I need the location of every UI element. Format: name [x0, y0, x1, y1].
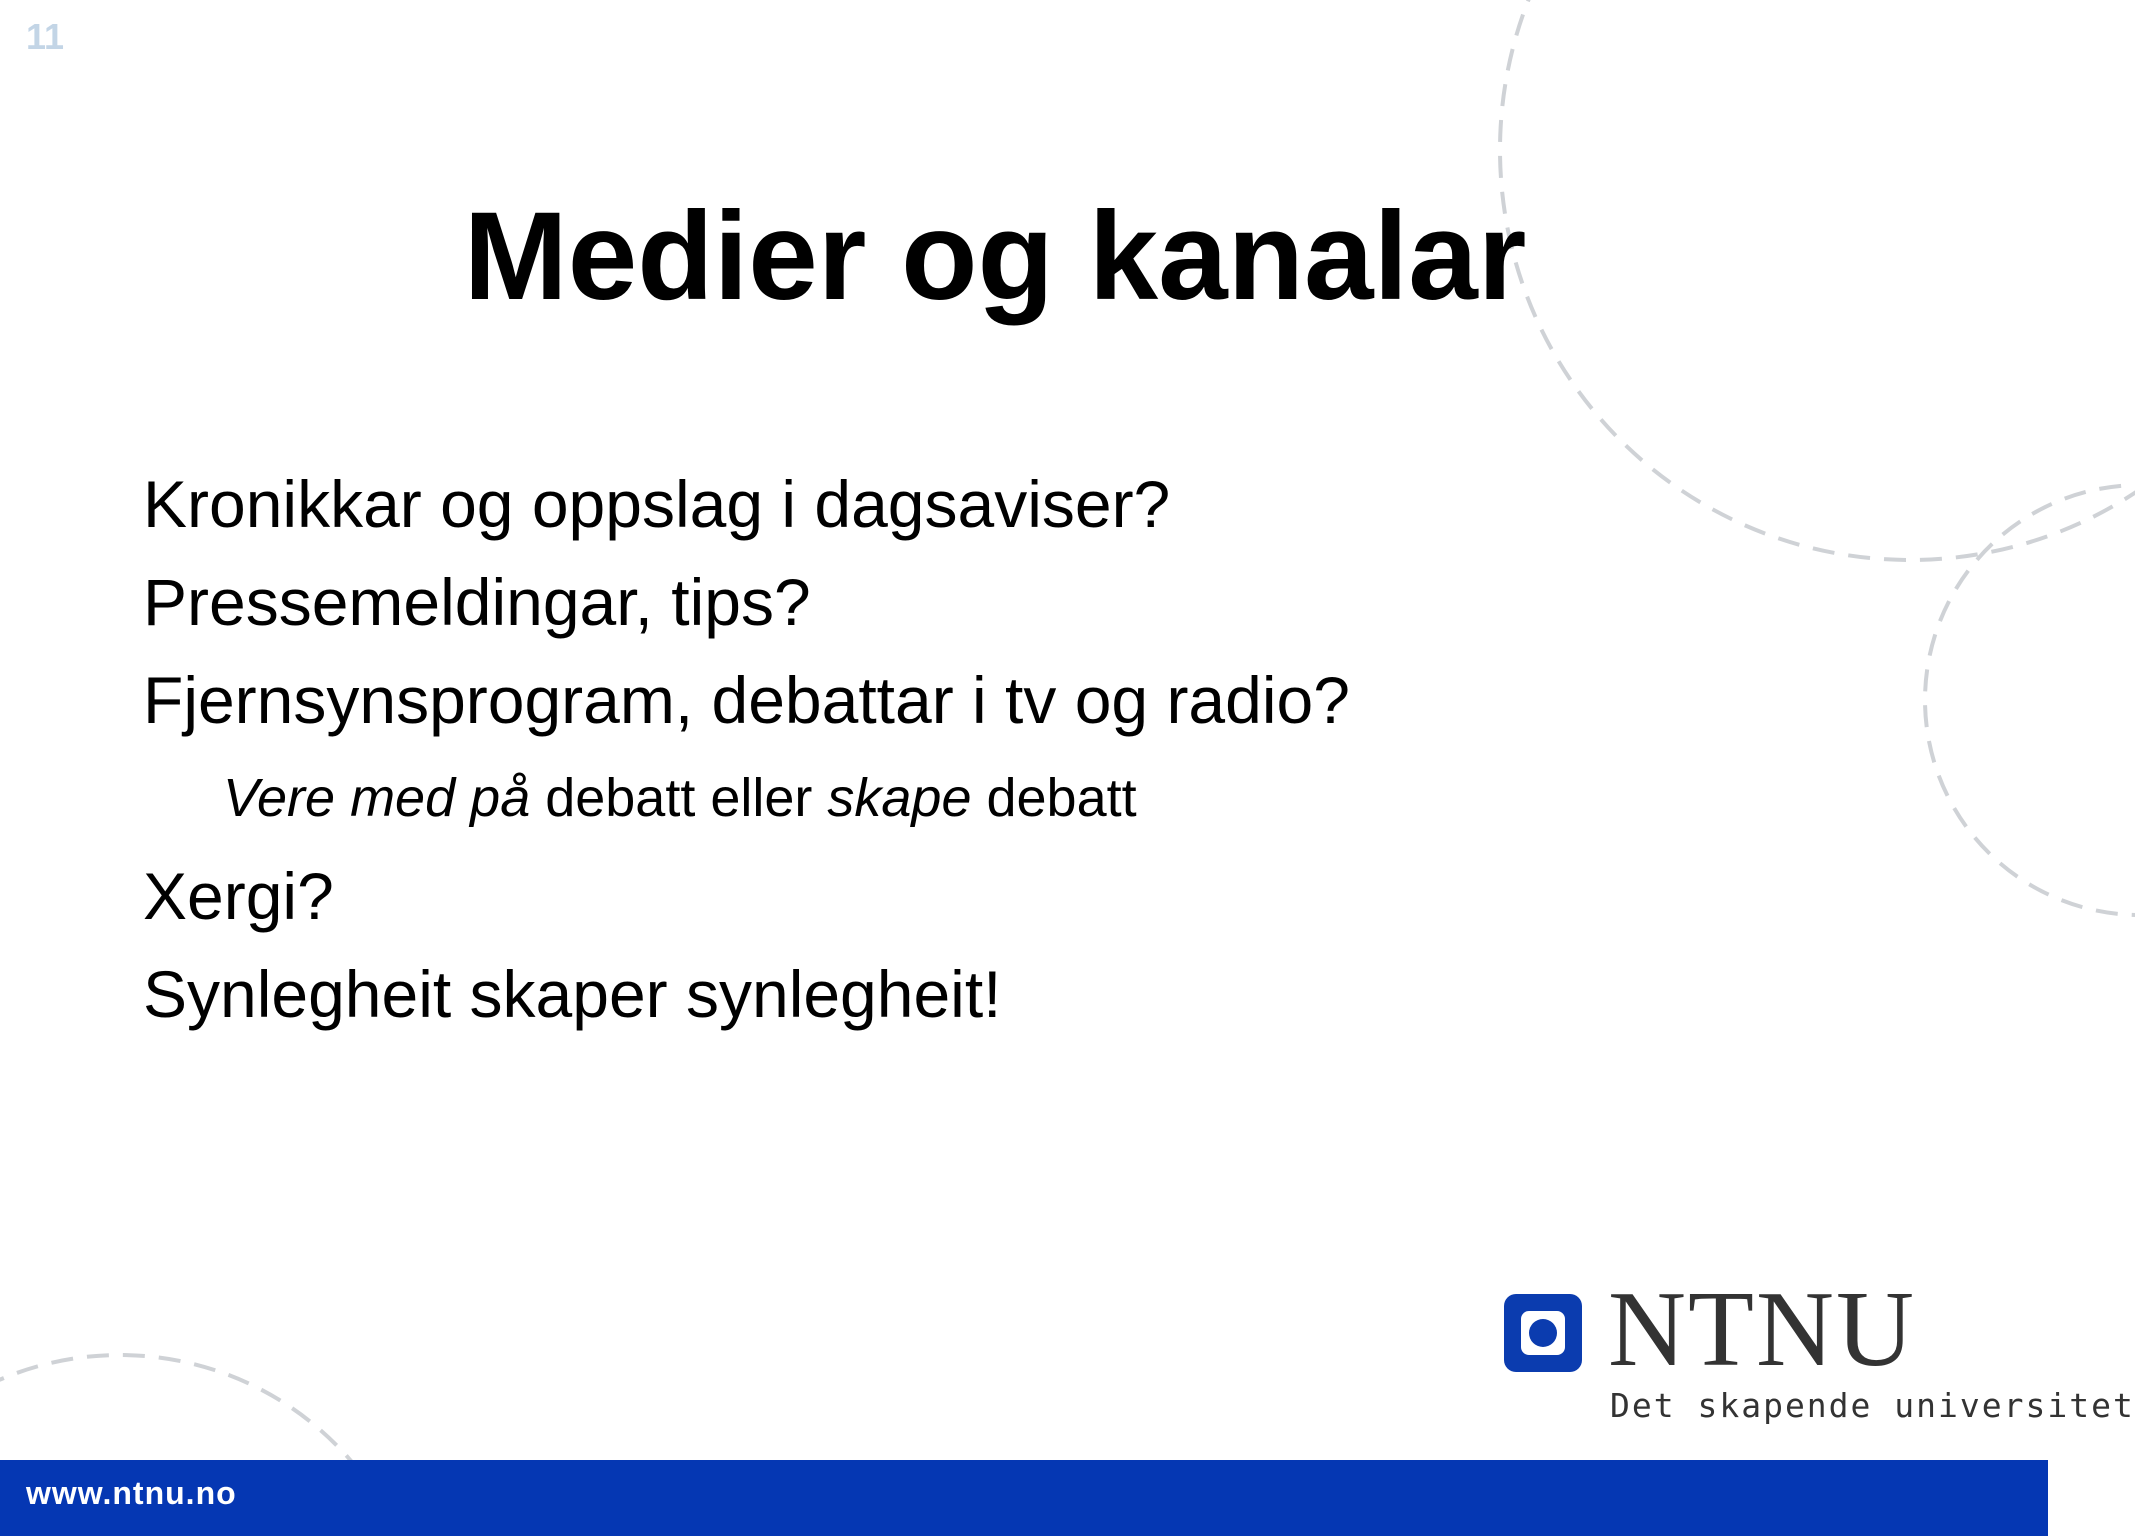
bullet-item: Synlegheit skaper synlegheit! [143, 957, 1002, 1031]
bullet-item: Kronikkar og oppslag i dagsaviser? [143, 467, 1171, 541]
sub-bullet-italic-part: skape [827, 768, 972, 828]
slide-title: Medier og kanalar [463, 187, 1527, 326]
sub-bullet-item [143, 749, 1350, 847]
footer-url: www.ntnu.no [26, 1475, 237, 1511]
sub-bullet-italic-part: Vere med på [223, 768, 531, 828]
bullet-list [143, 455, 1350, 1043]
logo-wordmark: NTNU [1608, 1270, 1916, 1389]
bullet-item: Pressemeldingar, tips? [143, 565, 811, 639]
slide-number: 11 [26, 16, 65, 57]
footer-bar [0, 1460, 2048, 1536]
bullet-item: Fjernsynsprogram, debattar i tv og radio? [143, 663, 1350, 737]
sub-bullet-text-part: debatt [971, 768, 1137, 828]
deco-circle-right [1925, 485, 2135, 915]
sub-bullet-text-part: debatt eller [530, 768, 828, 828]
ntnu-logo-icon [1504, 1294, 1582, 1372]
bullet-item: Xergi? [143, 859, 334, 933]
logo-tagline: Det skapende universitet [1610, 1386, 2135, 1425]
ntnu-logo [1502, 1270, 2135, 1430]
